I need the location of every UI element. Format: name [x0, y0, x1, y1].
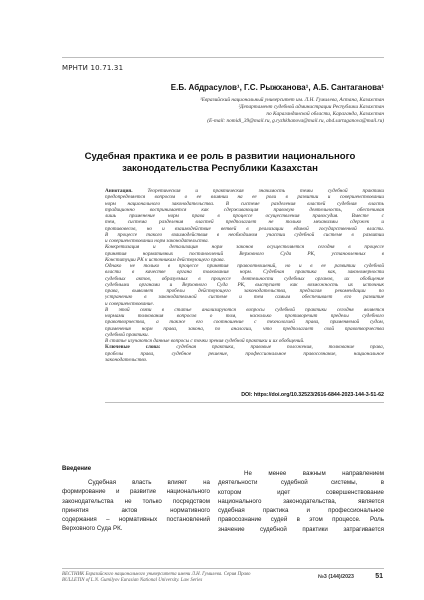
abstract-line: власти в качестве органа толкования норм. Судебная практика как, закономерности	[105, 269, 384, 276]
keywords-text: судебная практика, правовые положения, толкование права,	[176, 344, 384, 351]
journal-title-en: BULLETIN of L.N. Gumilyov Eurasian National University. Law Series	[62, 578, 203, 584]
abstract-line: традиционно воспринимается как сдерживающая правовую деятельность, обеспечивая	[105, 206, 384, 213]
doi-link[interactable]: DOI: https://doi.org/10.32523/2616-6844-2023-144-3-51-62	[241, 392, 384, 398]
journal-footer	[62, 572, 250, 585]
affiliations	[118, 97, 384, 125]
abstract-line: устранению в законодательной системе и тем самым обеспечивает его развитие	[105, 294, 384, 301]
abstract-line: предопределяется вопросом о ее влиянии на ее роли в развитии и совершенствовании	[105, 194, 384, 201]
abstract-line: Однако не только в процессе принятия правоотношений, но и в ее развитии судебной	[105, 263, 384, 269]
body-line: формирование и развитие национального	[62, 488, 210, 496]
footer-rule	[62, 568, 384, 569]
abstract-line: В статье изучаются данные вопросы с точки зрения судебной практики и их обобщений.	[105, 338, 305, 344]
abstract-line: права, выявляет пробелы действующего законодательства, предлагая рекомендации по	[105, 288, 384, 294]
body-line: котором идет совершенствование	[218, 488, 384, 496]
body-line: деятельности судебной системы, в	[218, 479, 384, 487]
keywords-line: пробелы права, судебное решение, профессиональное правосознание, национальное	[105, 350, 384, 357]
title-line: Судебная практика и ее роль в развитии национального	[84, 151, 356, 162]
body-line: значение судебной практики затрагивается	[218, 525, 384, 533]
abstract-line: судебными органами и Верховного Суда РК, выступает как возможность их источник	[105, 281, 384, 288]
article-title	[70, 151, 370, 175]
abstract-line: лишь применение норм права в процессе осуществления правосудия. Вместе с	[105, 213, 384, 219]
abstract-text: Теоретическая и практическая значимость темы судебной практики	[147, 188, 384, 194]
keywords-label: Ключевые слова:	[105, 344, 161, 351]
abstract-line: и совершенствование.	[105, 300, 154, 307]
abstract-line: судебных актов, образуемых в процессе деятельности судебных органов, их обобщение	[105, 275, 384, 282]
section-heading: Введение	[62, 466, 92, 472]
doi-rule	[105, 402, 384, 403]
abstract-line: тем, система разделения властей предполагает не только механизмы сдержек и	[105, 219, 384, 226]
body-column-left	[62, 478, 210, 534]
page-number: 51	[375, 573, 383, 580]
body-column-right	[218, 469, 384, 534]
abstract	[105, 188, 384, 363]
abstract-line: применения норм права, закона, по аналогии, что предполагает свой правотворчества	[105, 325, 384, 332]
title-line: законодательства Республики Казахстан	[122, 163, 318, 174]
body-line: правосознание судей в этом процессе. Роль	[218, 516, 384, 524]
issue-number: №3 (144)/2023	[318, 574, 354, 580]
abstract-line: нормами толкования вопросов о том, насколько противоречит пределы судебного	[105, 313, 384, 319]
keywords-line: законодательство.	[105, 356, 148, 363]
abstract-line: противовесов, но и взаимодействие ветвей в реализации единой государственной власти.	[105, 225, 384, 232]
affiliation-emails: (E-mail: nomidi_39@mail.ru, g.ryzhkhanova@mail.ru, abd.sartaganova@mail.ru)	[207, 118, 384, 125]
body-line: Судебная власть влияет на	[88, 479, 210, 486]
body-line: содержания – нормативных постановлений	[62, 516, 210, 524]
body-line: судебная практика и профессиональное	[218, 507, 384, 515]
affiliation-line: ¹Евразийский национальный университет им. Л.Н. Гумилева, Астана, Казахстан	[200, 97, 384, 103]
abstract-line: правотворчества, а также его соотношение с технологией права, применяемой судом,	[105, 319, 384, 326]
body-line: национального законодательства, является	[218, 497, 384, 505]
keywords-line	[105, 344, 384, 350]
authors: Е.Б. Абдрасулов¹, Г.С. Рыжханова¹, А.Б. Сантаганова¹	[170, 83, 384, 92]
abstract-line: Конкретизация и детализация норм законов осуществляется сегодня в процессе	[105, 244, 384, 251]
affiliation-line: по Карагандинской области, Караганда, Казахстан	[266, 111, 384, 118]
abstract-line: В процессе такого взаимодействия в необходимом участии судебной системе в развитии	[105, 231, 384, 238]
abstract-line: В этой связи в статье анализируются вопросы судебной практики сегодня является	[105, 306, 384, 313]
abstract-line: судебной практики.	[105, 331, 149, 338]
abstract-line: норм национального законодательства. В системе разделения властей судебная власть	[105, 200, 384, 207]
header-rule	[62, 57, 384, 58]
abstract-line: принятия нормативных постановлений Верховного Суда РК, установленных в	[105, 250, 384, 257]
journal-title-ru: ВЕСТНИК Евразийского национального университета имени Л.Н. Гумилева. Серия Право	[62, 572, 251, 577]
body-line: принятия актов нормативного	[62, 506, 210, 514]
mrnti-code: МРНТИ 10.71.31	[62, 64, 124, 72]
abstract-line: и совершенствовании норм законодательства.	[105, 238, 209, 244]
body-line: Не менее важным направлением	[244, 470, 384, 477]
body-line: законодательства не только посредством	[62, 497, 210, 505]
abstract-line: Конституции РК к источникам действующего права.	[105, 256, 225, 263]
affiliation-line: ²Департамент судебной администрации Республики Казахстан	[238, 104, 384, 111]
abstract-label: Аннотация.	[105, 188, 133, 194]
body-line: Верховного Суда РК.	[62, 525, 123, 533]
